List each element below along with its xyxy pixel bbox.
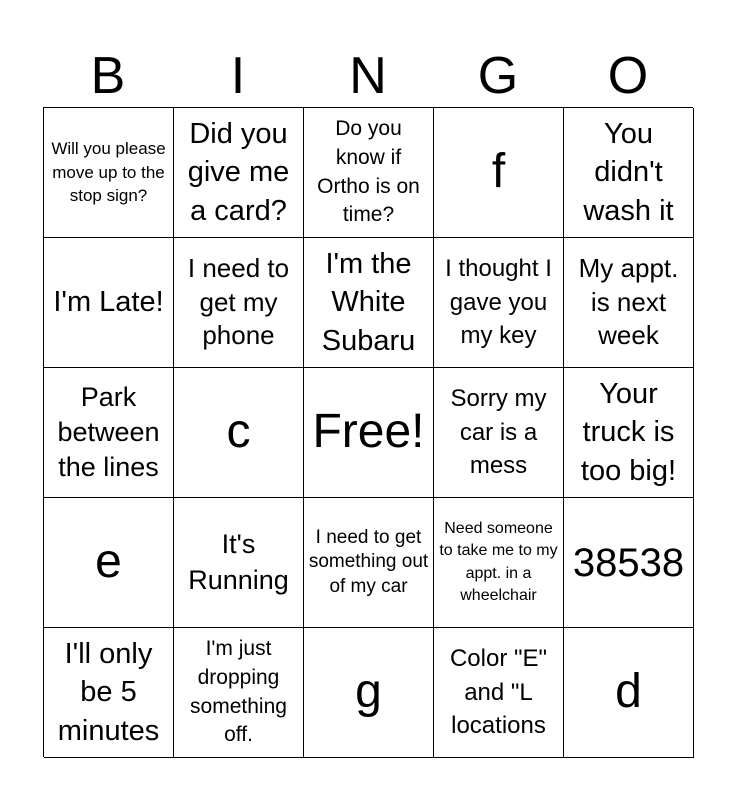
cell-text: My appt. is next week [578,252,679,351]
bingo-cell[interactable] [44,108,174,238]
bingo-cell[interactable] [304,108,434,238]
cell-text: e [95,535,122,589]
header-letter-o: O [607,47,649,105]
bingo-cell[interactable] [434,238,564,368]
header-letter-n: N [349,47,387,105]
cell-text: Did you give me a card? [187,117,290,227]
cell-text: Color "E" and "L locations [449,645,548,740]
bingo-cell[interactable] [434,498,564,628]
header-letter-b: B [90,47,126,105]
bingo-cell[interactable] [174,628,304,758]
cell-text: I need to get something out of my car [308,527,429,597]
cell-text: I'm the White Subaru [321,247,416,357]
cell-text: You didn't wash it [583,117,674,227]
cell-text: g [355,665,382,719]
cell-text: Your truck is too big! [580,377,677,487]
cell-text: I'll only be 5 minutes [57,637,160,747]
cell-text: Sorry my car is a mess [450,385,547,480]
bingo-cell[interactable] [564,238,694,368]
cell-text: It's Running [188,529,289,595]
free-space-cell[interactable] [304,368,434,498]
bingo-cell[interactable] [44,368,174,498]
bingo-cell[interactable] [174,368,304,498]
bingo-board [43,107,693,757]
header-letter-g: G [477,47,519,105]
cell-text: I'm Late! [53,286,164,319]
bingo-cell[interactable] [304,498,434,628]
cell-text: I need to get my phone [187,252,290,351]
bingo-header [43,44,693,108]
cell-text: 38538 [572,540,685,585]
cell-text: Park between the lines [57,381,160,483]
cell-text: f [491,145,506,199]
bingo-cell[interactable] [174,108,304,238]
bingo-cell[interactable] [564,498,694,628]
bingo-cell[interactable] [44,498,174,628]
bingo-cell[interactable] [174,238,304,368]
bingo-cell[interactable] [434,108,564,238]
bingo-cell[interactable] [44,238,174,368]
bingo-cell[interactable] [44,628,174,758]
cell-text: Free! [312,405,425,459]
cell-text: I thought I gave you my key [445,255,552,350]
bingo-cell[interactable] [564,368,694,498]
bingo-cell[interactable] [304,628,434,758]
bingo-cell[interactable] [434,628,564,758]
bingo-cell[interactable] [564,108,694,238]
cell-text: c [226,405,251,459]
bingo-cell[interactable] [564,628,694,758]
bingo-cell[interactable] [434,368,564,498]
bingo-cell[interactable] [304,238,434,368]
bingo-cell[interactable] [174,498,304,628]
cell-text: I'm just dropping something off. [190,636,287,747]
header-letter-i: I [230,47,246,105]
cell-text: Need someone to take me to my appt. in a wheelchair [439,519,558,604]
cell-text: Do you know if Ortho is on time? [317,116,420,227]
cell-text: d [615,665,642,719]
cell-text: Will you please move up to the stop sign? [51,138,166,206]
